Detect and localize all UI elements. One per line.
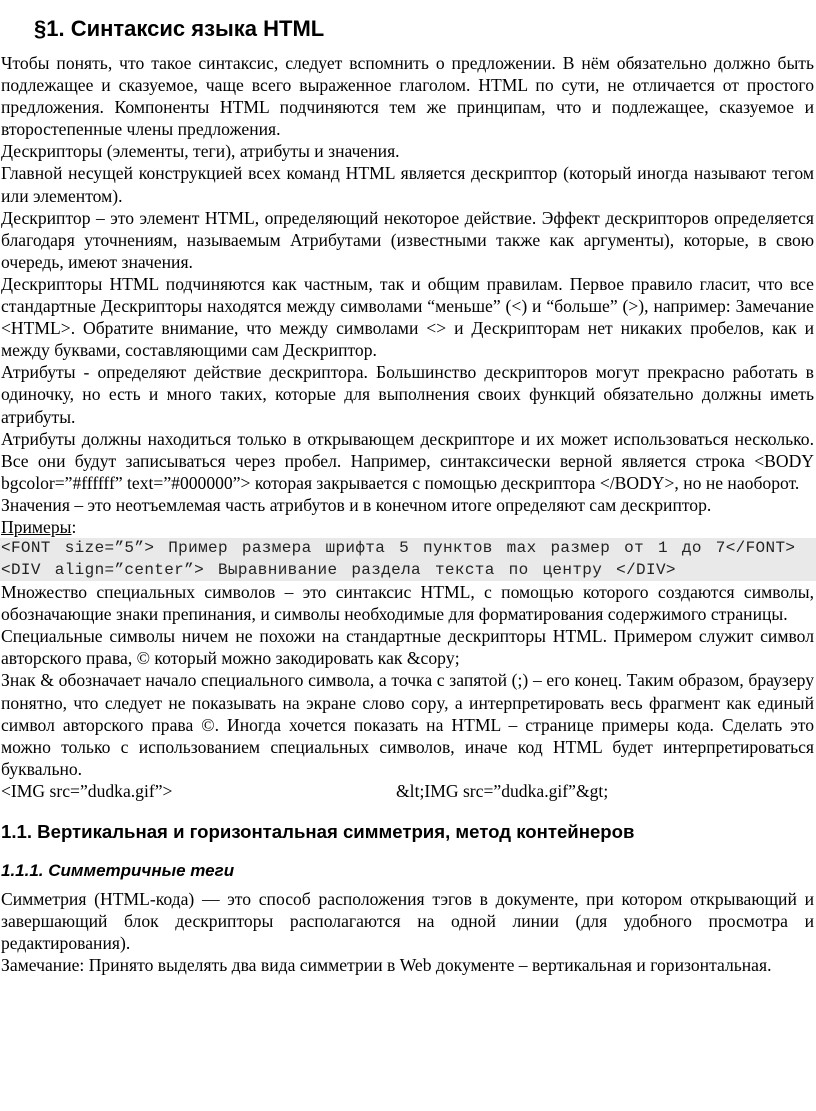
paragraph-descriptor-rules: Дескрипторы HTML подчиняются как частным, так и общим правилам. Первое правило гласит, что все стандартные Дескрипторы находятся между символами “меньше” (<) и “больше” (>), например: Замечание <HTML>. Обратите внимание, что между символами <> и Дескрипторам нет никаких пробелов, как и между буквами, составляющими сам Дескриптор. [1, 273, 814, 361]
examples-label: Примеры [1, 516, 72, 537]
examples-colon: : [71, 516, 77, 537]
paragraph-attributes: Атрибуты - определяют действие дескриптора. Большинство дескрипторов могут прекрасно работать в одиночку, но есть и много таких, которые для выполнения своих функций обязательно должны иметь атрибуты. [1, 362, 814, 427]
subsubsection-heading: 1.1.1. Симметричные теги [1, 861, 235, 880]
paragraph-main-construct: Главной несущей конструкцией всех команд HTML является дескриптор (который иногда называют тегом или элементом). [1, 163, 814, 206]
examples-line [0, 516, 816, 538]
paragraph-ampersand: Знак & обозначает начало специального символа, а точка с запятой (;) – его конец. Таким образом, браузеру понятно, что следует не показывать на экране слово copy, а интерпретировать весь фрагмент как единый символ авторского права ©. Иногда хочется показать на HTML – странице примеры кода. Сделать это можно только с использованием специальных символов, иначе код HTML будет интерпретироваться буквально. [1, 670, 814, 779]
img-tag-example [0, 780, 816, 802]
paragraph-values: Значения – это неотъемлемая часть атрибутов и в конечном итоге определяют сам дескриптор. [1, 494, 712, 515]
paragraph-descriptor-definition: Дескриптор – это элемент HTML, определяющий некоторое действие. Эффект дескрипторов определяется благодаря уточнениям, называемым Атрибутами (известными также как аргументы), которые, в свою очередь, имеют значения. [1, 207, 814, 272]
paragraph-symmetry-note: Замечание: Принято выделять два вида симметрии в Web документе – вертикальная и горизонтальная. [1, 955, 772, 976]
code-line-font: <FONT size=”5”> Пример размера шрифта 5 пунктов max размер от 1 до 7</FONT> [1, 539, 796, 558]
img-tag-raw: <IMG src=”dudka.gif”> [1, 780, 173, 801]
code-example-block [0, 538, 816, 581]
img-tag-escaped: &lt;IMG src=”dudka.gif”&gt; [396, 780, 609, 801]
paragraph-special-chars: Множество специальных символов – это синтаксис HTML, с помощью которого создаются символы, обозначающие знаки препинания, и символы необходимые для форматирования содержимого страницы. [1, 582, 814, 625]
section-heading: §1. Синтаксис языка HTML [34, 16, 325, 41]
paragraph-syntax-intro: Чтобы понять, что такое синтаксис, следует вспомнить о предложении. В нём обязательно должно быть подлежащее и сказуемое, чаще всего выраженное глаголом. HTML по сути, не отличается от простого предложения. Компоненты HTML подчиняются тем же принципам, что и подлежащее, сказуемое и второстепенные члены предложения. [1, 53, 814, 140]
paragraph-descriptors-list: Дескрипторы (элементы, теги), атрибуты и значения. [1, 141, 400, 162]
subsection-heading: 1.1. Вертикальная и горизонтальная симметрия, метод контейнеров [1, 821, 635, 842]
paragraph-copyright-symbol: Специальные символы ничем не похожи на стандартные дескрипторы HTML. Примером служит символ авторского права, © который можно закодировать как &copy; [1, 626, 814, 669]
code-line-div: <DIV align=”center”> Выравнивание раздела текста по центру </DIV> [1, 560, 676, 579]
paragraph-symmetry-definition: Симметрия (HTML-кода) — это способ расположения тэгов в документе, при котором открывающий и завершающий блок дескрипторы располагаются на одной линии (для удобного просмотра и редактирования). [1, 889, 814, 954]
paragraph-attributes-placement: Атрибуты должны находиться только в открывающем дескрипторе и их может использоваться несколько. Все они будут записываться через пробел. Например, синтаксически верной является строка <BODY bgcolor=”#ffffff” text=”#000000”> которая закрывается с помощью дескриптора </BODY>, но не наоборот. [1, 428, 814, 493]
